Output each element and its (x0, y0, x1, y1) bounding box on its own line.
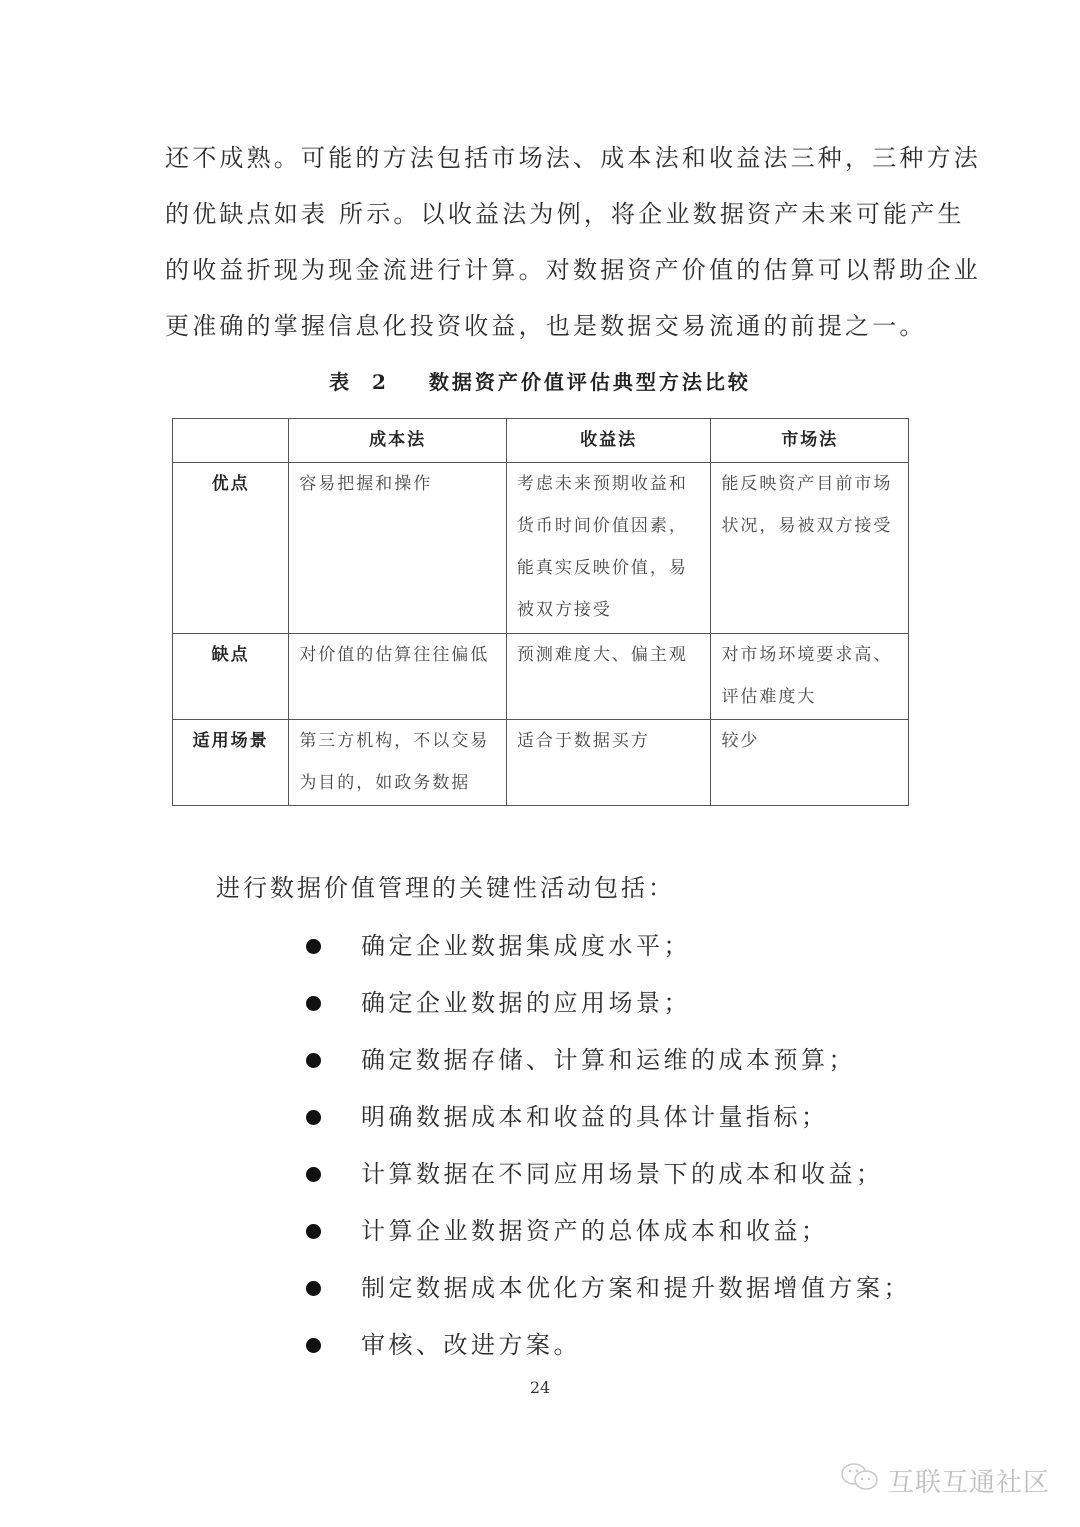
comparison-table (172, 418, 909, 806)
table-cell: 预测难度大、偏主观 (506, 634, 711, 720)
list-item (300, 1203, 911, 1260)
table-cell: 对价值的估算往往偏低 (289, 634, 507, 720)
paragraph-line: 更准确的掌握信息化投资收益，也是数据交易流通的前提之一。 (165, 312, 927, 340)
paragraph-line: 的收益折现为现金流进行计算。对数据资产价值的估算可以帮助企业 (165, 256, 981, 284)
list-item (300, 1260, 911, 1317)
list-item (300, 918, 911, 975)
table-cell: 容易把握和操作 (289, 463, 507, 634)
bullet-icon (306, 939, 321, 954)
page-number: 24 (529, 1378, 551, 1397)
bullet-icon (306, 1053, 321, 1068)
list-item-text: 计算企业数据资产的总体成本和收益； (361, 1217, 829, 1245)
row-label: 缺点 (173, 634, 289, 720)
watermark (840, 1462, 1050, 1499)
table-cell: 对市场环境要求高、评估难度大 (711, 634, 909, 720)
bullet-icon (306, 1281, 321, 1296)
header-cell: 市场法 (711, 419, 909, 463)
bullet-icon (306, 1110, 321, 1125)
list-item-text: 确定企业数据的应用场景； (361, 989, 691, 1017)
paragraph-line: 的优缺点如表 所示。以收益法为例，将企业数据资产未来可能产生 (165, 200, 965, 228)
bullet-icon (306, 1338, 321, 1353)
list-item-text: 确定企业数据集成度水平； (361, 932, 691, 960)
table-cell: 考虑未来预期收益和货币时间价值因素，能真实反映价值，易被双方接受 (506, 463, 711, 634)
table-cell: 第三方机构，不以交易为目的，如政务数据 (289, 720, 507, 806)
list-item (300, 1032, 911, 1089)
body-paragraph (165, 130, 981, 354)
table-caption (0, 366, 1080, 395)
caption-title: 数据资产价值评估典型方法比较 (428, 370, 751, 394)
list-item-text: 审核、改进方案。 (361, 1331, 581, 1359)
table-row (173, 463, 909, 634)
table-cell: 适合于数据买方 (506, 720, 711, 806)
row-label: 优点 (173, 463, 289, 634)
list-item (300, 1089, 911, 1146)
list-item-text: 计算数据在不同应用场景下的成本和收益； (361, 1160, 884, 1188)
table-cell: 较少 (711, 720, 909, 806)
bullet-icon (306, 1224, 321, 1239)
bullet-icon (306, 1167, 321, 1182)
list-item-text: 明确数据成本和收益的具体计量指标； (361, 1103, 829, 1131)
watermark-text: 互联互通社区 (888, 1468, 1051, 1498)
table-row (173, 634, 909, 720)
table-cell: 能反映资产目前市场状况，易被双方接受 (711, 463, 909, 634)
header-cell: 成本法 (289, 419, 507, 463)
list-item (300, 1317, 911, 1374)
table-row (173, 720, 909, 806)
table-header-row (173, 419, 909, 463)
caption-number: 2 (372, 370, 389, 394)
header-cell (173, 419, 289, 463)
list-item-text: 确定数据存储、计算和运维的成本预算； (361, 1046, 856, 1074)
caption-label: 表 (329, 370, 353, 394)
list-item-text: 制定数据成本优化方案和提升数据增值方案； (361, 1274, 911, 1302)
list-item (300, 975, 911, 1032)
paragraph-line: 还不成熟。可能的方法包括市场法、成本法和收益法三种，三种方法 (165, 144, 981, 172)
wechat-icon (840, 1462, 888, 1499)
row-label: 适用场景 (173, 720, 289, 806)
activities-list (300, 918, 911, 1374)
header-cell: 收益法 (506, 419, 711, 463)
list-item (300, 1146, 911, 1203)
bullet-icon (306, 996, 321, 1011)
activities-intro: 进行数据价值管理的关键性活动包括： (216, 874, 675, 902)
